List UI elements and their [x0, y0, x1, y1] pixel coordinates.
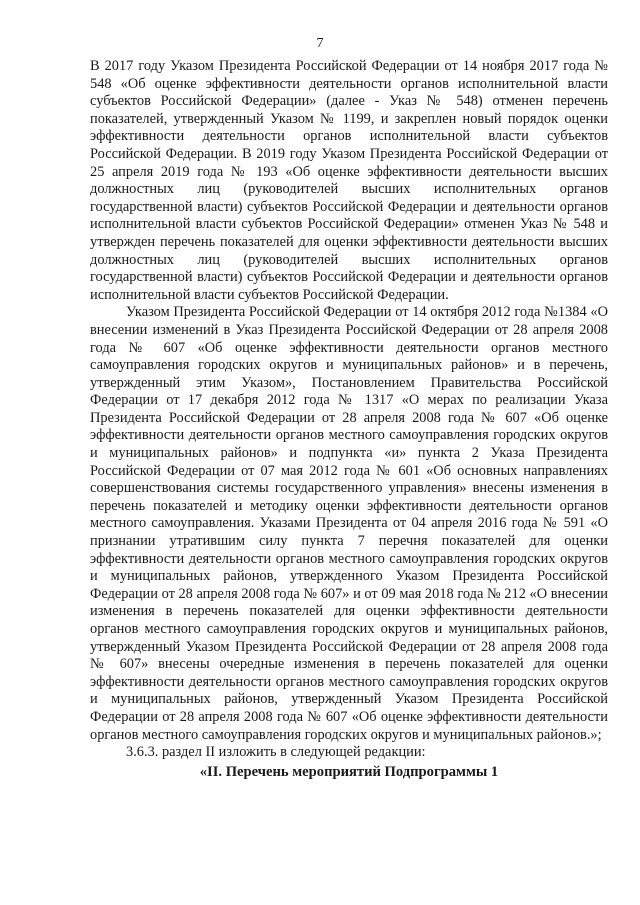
amendment-item-line: 3.6.3. раздел II изложить в следующей редакции:	[126, 744, 426, 761]
section-heading: «II. Перечень мероприятий Подпрограммы 1	[199, 763, 499, 780]
paragraph-decree-2012: Указом Президента Российской Федерации от 14 октября 2012 года №1384 «О внесении изменений в Указ Президента Российской Федерации от 28 апреля 2008 года № 607 «Об оценке эффективности деятельности органов местного самоуправления городских округов и муниципальных районов» и в перечень, утвержденный этим Указом», Постановлением Правительства Российской Федерации от 17 декабря 2012 года № 1317 «О мерах по реализации Указа Президента Российской Федерации от 28 апреля 2008 года № 607 «Об оценке эффективности деятельности органов местного самоуправления городских округов и муниципальных районов» и подпункта «и» пункта 2 Указа Президента Российской Федерации от 07 мая 2012 года № 601 «Об основных направлениях совершенствования системы государственного управления» внесены изменения в перечень показателей и методику оценки эффективности деятельности органов местного самоуправления. Указами Президента от 04 апреля 2016 года № 591 «О признании утратившим силу пункта 7 перечня показателей для оценки эффективности деятельности органов местного самоуправления городских округов и муниципальных районов, утвержденного Указом Президента Российской Федерации от 28 апреля 2008 года № 607» и от 09 мая 2018 года № 212 «О внесении изменения в перечень показателей для оценки эффективности деятельности органов местного самоуправления городских округов и муниципальных районов, утвержденный Указом Президента Российской Федерации от 28 апреля 2008 года № 607» внесены очередные изменения в перечень показателей для оценки эффективности деятельности органов местного самоуправления городских округов и муниципальных районов, утвержденный Указом Президента Российской Федерации от 28 апреля 2008 года № 607 «Об оценке эффективности деятельности органов местного самоуправления городских округов и муниципальных районов.»;	[90, 304, 608, 743]
document-body	[90, 58, 608, 781]
paragraph-decrees-2017-2019: В 2017 году Указом Президента Российской Федерации от 14 ноября 2017 года № 548 «Об оценке эффективности деятельности органов исполнительной власти субъектов Российской Федерации» (далее - Указ № 548) отменен перечень показателей, утвержденный Указом № 1199, и закреплен новый порядок оценки эффективности деятельности органов исполнительной власти субъектов Российской Федерации. В 2019 году Указом Президента Российской Федерации от 25 апреля 2019 года № 193 «Об оценке эффективности деятельности высших должностных лиц (руководителей высших исполнительных органов государственной власти) субъектов Российской Федерации и деятельности органов исполнительной власти субъектов Российской Федерации» отменен Указ № 548 и утвержден перечень показателей для оценки эффективности деятельности высших должностных лиц (руководителей высших исполнительных органов государственной власти) субъектов Российской Федерации и деятельности органов исполнительной власти субъектов Российской Федерации.	[90, 58, 608, 303]
page-number: 7	[316, 36, 324, 51]
